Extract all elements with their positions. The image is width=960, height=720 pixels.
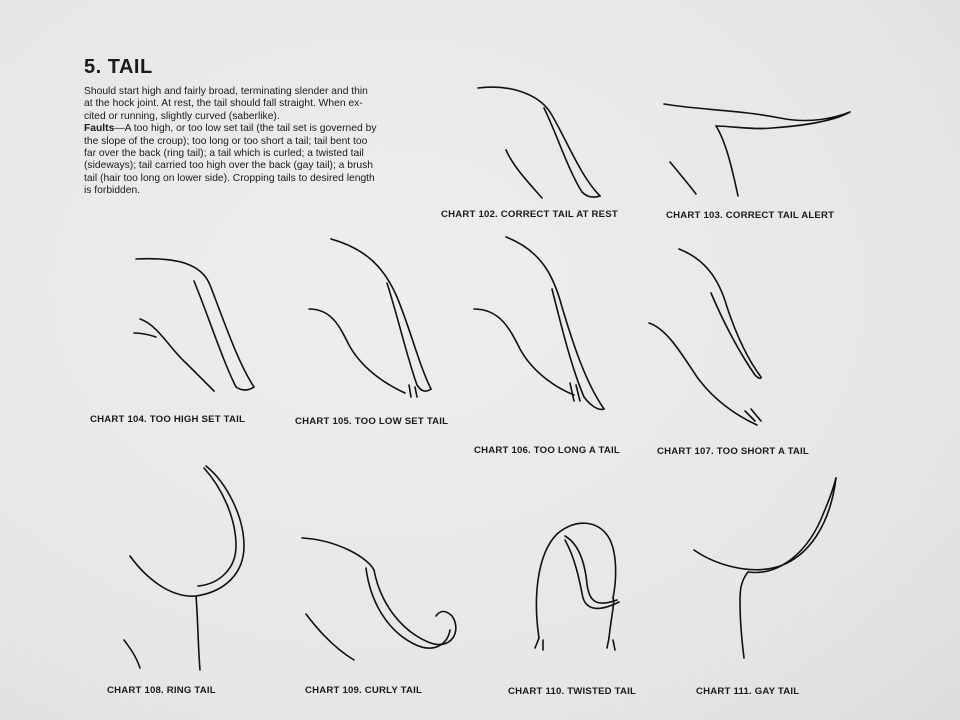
body-line: far over the back (ring tail); a tail which is curled; a twisted tail xyxy=(84,148,364,160)
body-line: cited or running, slightly curved (saberlike). xyxy=(84,110,280,122)
body-line: Should start high and fairly broad, terminating slender and thin xyxy=(84,86,368,97)
faults-paragraph xyxy=(84,123,444,135)
body-line: —A too high, or too low set tail (the tail set is governed by xyxy=(114,123,377,135)
chart-111-illustration xyxy=(690,472,845,662)
body-line: tail (hair too long on lower side). Cropping tails to desired length xyxy=(84,172,375,184)
body-line: the slope of the croup); too long or too short a tail; tail bent too xyxy=(84,135,368,147)
chart-109-caption: CHART 109. CURLY TAIL xyxy=(305,685,423,696)
section-title: 5. TAIL xyxy=(84,56,153,78)
chart-108-caption: CHART 108. RING TAIL xyxy=(107,685,216,696)
chart-110-illustration xyxy=(525,518,635,663)
chart-110-caption: CHART 110. TWISTED TAIL xyxy=(508,686,637,697)
chart-102-caption: CHART 102. CORRECT TAIL AT REST xyxy=(441,209,618,220)
body-line: (sideways); tail carried too high over the back (gay tail); a brush xyxy=(84,160,374,172)
body-line: at the hock joint. At rest, the tail should fall straight. When ex- xyxy=(84,98,363,110)
chart-107-illustration xyxy=(645,245,775,430)
chart-105-illustration xyxy=(305,235,445,400)
chart-104-illustration xyxy=(130,255,265,395)
chart-105-caption: CHART 105. TOO LOW SET TAIL xyxy=(295,416,449,427)
chart-106-illustration xyxy=(470,233,620,415)
section-body xyxy=(84,86,444,198)
body-line: is forbidden. xyxy=(84,185,141,197)
chart-103-caption: CHART 103. CORRECT TAIL ALERT xyxy=(666,210,835,221)
chart-102-illustration xyxy=(470,80,620,205)
chart-111-caption: CHART 111. GAY TAIL xyxy=(696,686,800,697)
chart-107-caption: CHART 107. TOO SHORT A TAIL xyxy=(657,446,809,457)
chart-106-caption: CHART 106. TOO LONG A TAIL xyxy=(474,445,620,456)
chart-103-illustration xyxy=(660,96,860,201)
chart-104-caption: CHART 104. TOO HIGH SET TAIL xyxy=(90,414,246,425)
chart-108-illustration xyxy=(120,460,250,675)
faults-label: Faults xyxy=(84,123,115,135)
chart-109-illustration xyxy=(298,530,463,670)
